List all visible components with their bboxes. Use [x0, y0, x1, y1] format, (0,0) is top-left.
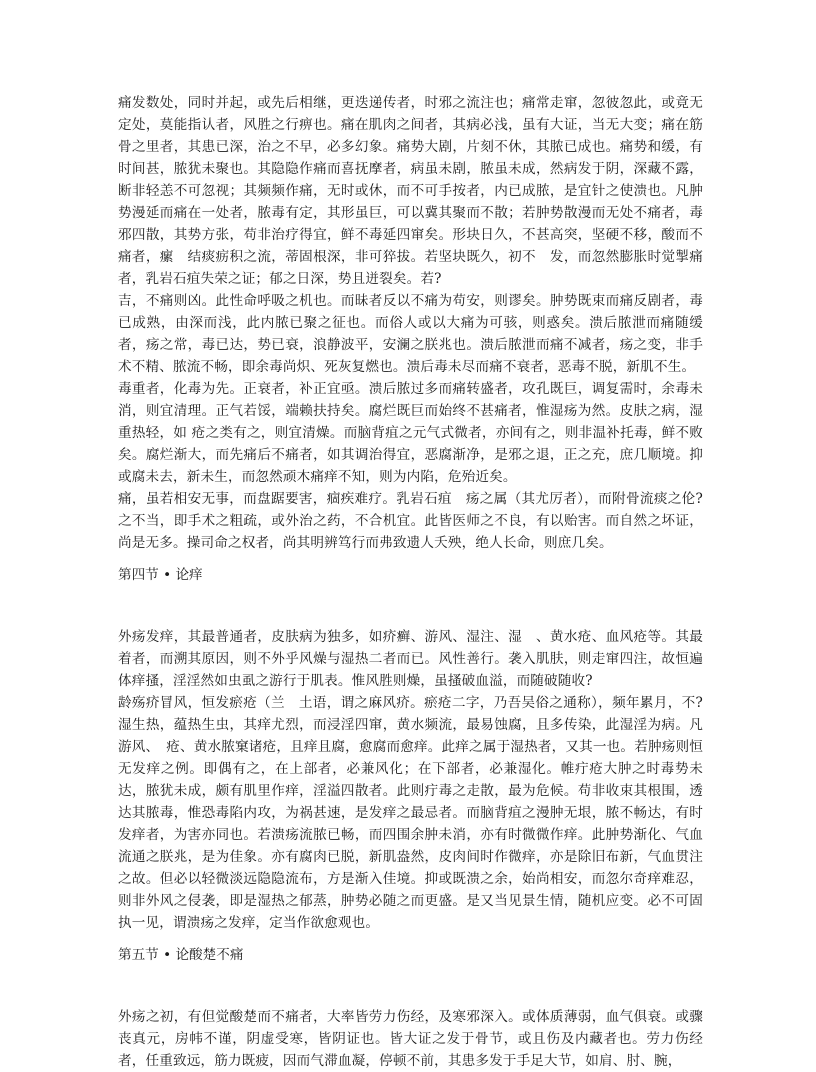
paragraph: 毒重者，化毒为先。正衰者，补正宜亟。溃后脓过多而痛转盛者，攻孔既巨，调复需时，余毒未消，则宜清理。正气若馁，端赖扶持矣。腐烂既巨而始终不甚痛者，惟湿疡为然。皮肤之病，湿重热轻，如 疮之类有之，则宜清燥。而脑背疽之元气式微者，亦间有之，则非温补托毒，鲜不败矣。腐烂渐大，而先痛后不痛者，如其调治得宜，恶腐渐净，是邪之退，正之充，庶几顺境。抑或腐未去，新未生，而忽然顽木痛痒不知，则为内陷，危殆近矣。 — [118, 381, 703, 485]
spacer — [118, 586, 703, 626]
section-5-aching — [118, 944, 703, 1072]
section-heading: 第四节 • 论痒 — [118, 567, 203, 583]
document-page — [118, 92, 703, 1072]
paragraph: 外疡之初，有但觉酸楚而不痛者，大率皆劳力伤经，及寒邪深入。或体质薄弱，血气俱衰。或骤丧真元，房帏不谨，阴虚受寒，皆阴证也。皆大证之发于骨节，或且伤及内藏者也。劳力伤经者，任重致远，筋力既疲，因而气滞血凝，停顿不前，其患多发于手足大节，如肩、肘、腕， — [118, 1009, 703, 1069]
paragraph: 外疡发痒，其最普通者，皮肤病为独多，如疥癣、游风、湿注、湿 、黄水疮、血风疮等。其最着者，而溯其原因，则不外乎风燥与湿热二者而已。风性善行。袭入肌肤，则走窜四注，故恒遍体痒搔，淫淫然如虫虱之游行于肌表。惟风胜则燥，虽搔破血溢，而随破随收? — [118, 629, 703, 689]
spacer — [118, 934, 703, 944]
spacer — [118, 554, 703, 564]
paragraph: 痛，虽若相安无事，而盘踞要害，痼疾难疗。乳岩石疽 疡之属（其尤厉者），而附骨流痰之伦?之不当，即手术之粗疏，或外治之药，不合机宜。此皆医师之不良，有以贻害。而自然之坏证，尚是无多。操司命之权者，尚其明辨笃行而弗致遗人夭殃，绝人长命，则庶几矣。 — [118, 491, 703, 551]
section-4-itching — [118, 564, 703, 934]
spacer — [118, 966, 703, 1006]
section-intro — [118, 92, 703, 554]
paragraph: 龄殇疥冒风，恒发瘀疮（兰 土语，谓之麻风疥。瘀疮二字，乃吾吴俗之通称），频年累月，不?湿生热，蕴热生虫，其痒尤烈，而浸淫四窜，黄水频流，最易蚀腐，且多传染，此湿淫为病。凡游风、 疮、黄水脓窠诸疮，且痒且腐，愈腐而愈痒。此痒之属于湿热者，又其一也。若肿疡则恒无发痒之例。即偶有之，在上部者，必兼风化；在下部者，必兼湿化。帷疔疮大肿之时毒势未达，脓犹未成，颇有肌里作痒，淫溢四散者。此则疔毒之走散，最为危候。苟非收束其根围，透达其脓毒，惟恐毒陷内攻，为祸甚速，是发痒之最忌者。而脑背疽之漫肿无垠，脓不畅达，有时发痒者，为害亦同也。若溃疡流脓已畅，而四围余肿未消，亦有时微微作痒。此肿势渐化、气血流通之朕兆，是为佳象。亦有腐肉已脱，新肌盎然，皮肉间时作微痒，亦是除旧布新，气血贯注之故。但必以轻微淡远隐隐流布，方是渐入佳境。抑或既溃之余，始尚相安，而忽尔奇痒难忍，则非外风之侵袭，即是湿热之郁蒸，肿势必随之而更盛。是又当见景生情，随机应变。必不可固执一见，谓溃疡之发痒，定当作欲愈观也。 — [118, 695, 703, 931]
section-heading: 第五节 • 论酸楚不痛 — [118, 947, 244, 963]
paragraph: 痛发数处，同时并起，或先后相继，更迭递传者，时邪之流注也；痛常走窜，忽彼忽此，或竟无定处，莫能指认者，风胜之行痹也。痛在肌肉之间者，其病必浅，虽有大证，当无大变；痛在筋骨之里者，其患已深，治之不早，必多幻象。痛势大剧，片刻不休，其脓已成也。痛势和缓，有时间甚，脓犹未聚也。其隐隐作痛而喜抚摩者，病虽未剧，脓虽未成，然病发于阴，深藏不露，断非轻恙不可忽视；其频频作痛，无时或休，而不可手按者，内已成脓，是宜针之使溃也。凡肿势漫延而痛在一处者，脓毒有定，其形虽巨，可以冀其聚而不散；若肿势散漫而无处不痛者，毒邪四散，其势方张，苟非治疗得宜，鲜不毒延四窜矣。形块日久，不甚高突，坚硬不移，酸而不痛者，瘰 结痰疬积之流，蒂固根深，非可猝拔。若坚块既久，初不 发，而忽然膨胀时觉掣痛者，乳岩石疽失荣之证；郁之日深，势且迸裂矣。若? — [118, 95, 703, 287]
paragraph: 吉，不痛则凶。此性命呼吸之机也。而昧者反以不痛为苟安，则谬矣。肿势既束而痛反剧者，毒已成熟，由深而浅，此内脓已聚之征也。而俗人或以大痛为可骇，则惑矣。溃后脓泄而痛随缓者，疡之常，毒已达，势已衰，浪静波平，安澜之朕兆也。溃后脓泄而痛不减者，疡之变，非手术不精、脓流不畅，即余毒尚炽、死灰复燃也。溃后毒未尽而痛不衰者，恶毒不脱，新肌不生。 — [118, 293, 703, 375]
